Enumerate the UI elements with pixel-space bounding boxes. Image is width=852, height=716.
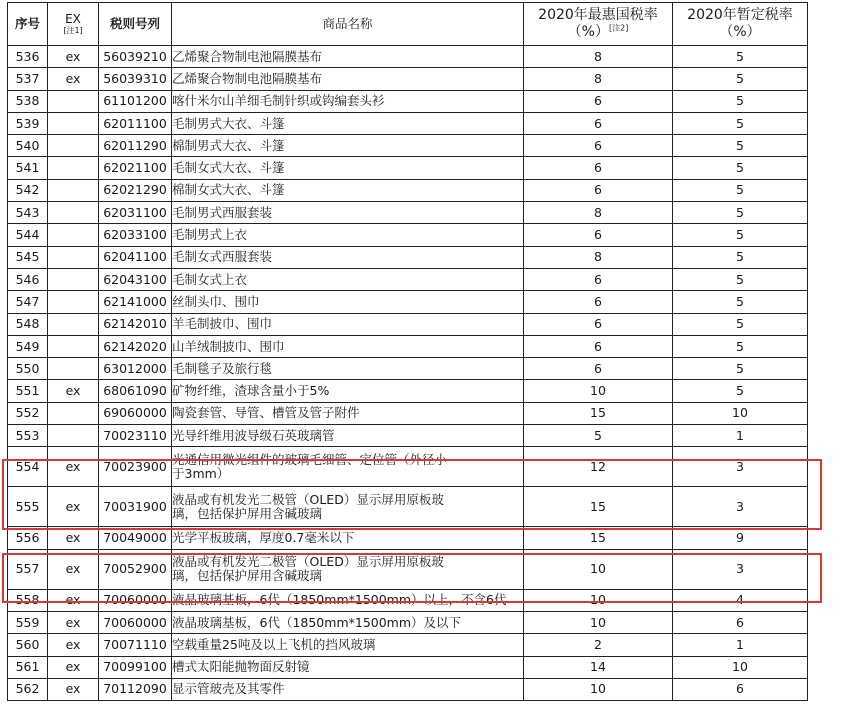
cell-no: 550 xyxy=(8,358,48,380)
cell-provisional-rate: 3 xyxy=(673,487,808,527)
header-mfn-line1: 2020年最惠国税率 xyxy=(538,7,658,23)
table-row xyxy=(8,335,808,357)
cell-ex: ex xyxy=(48,589,99,611)
cell-no: 552 xyxy=(8,402,48,424)
cell-no: 545 xyxy=(8,246,48,268)
cell-code: 69060000 xyxy=(99,402,172,424)
table-row xyxy=(8,487,808,527)
cell-mfn-rate: 6 xyxy=(524,335,673,357)
cell-ex: ex xyxy=(48,611,99,633)
cell-mfn-rate: 6 xyxy=(524,90,673,112)
cell-name-line2: 璃，包括保护屏用含碱玻璃 xyxy=(172,568,323,584)
header-mfn xyxy=(524,3,673,46)
table-row xyxy=(8,447,808,487)
table-row xyxy=(8,549,808,589)
cell-no: 543 xyxy=(8,202,48,224)
header-ex xyxy=(48,3,99,46)
cell-name: 空载重量25吨及以上飞机的挡风玻璃 xyxy=(172,634,524,656)
cell-provisional-rate: 1 xyxy=(673,634,808,656)
cell-provisional-rate: 5 xyxy=(673,335,808,357)
cell-name xyxy=(172,549,524,589)
cell-name: 液晶玻璃基板，6代（1850mm*1500mm）以上，不含6代 xyxy=(172,589,524,611)
cell-mfn-rate: 15 xyxy=(524,402,673,424)
cell-code: 62011290 xyxy=(99,135,172,157)
table-row xyxy=(8,157,808,179)
cell-mfn-rate: 2 xyxy=(524,634,673,656)
cell-mfn-rate: 8 xyxy=(524,46,673,68)
cell-mfn-rate: 10 xyxy=(524,380,673,402)
cell-no: 558 xyxy=(8,589,48,611)
cell-provisional-rate: 5 xyxy=(673,202,808,224)
cell-code: 62043100 xyxy=(99,268,172,290)
cell-no: 560 xyxy=(8,634,48,656)
table-row xyxy=(8,268,808,290)
cell-mfn-rate: 15 xyxy=(524,527,673,549)
cell-provisional-rate: 1 xyxy=(673,425,808,447)
table-row xyxy=(8,90,808,112)
cell-no: 551 xyxy=(8,380,48,402)
cell-provisional-rate: 5 xyxy=(673,157,808,179)
cell-provisional-rate: 5 xyxy=(673,380,808,402)
cell-ex xyxy=(48,90,99,112)
cell-name: 液晶玻璃基板，6代（1850mm*1500mm）及以下 xyxy=(172,611,524,633)
cell-mfn-rate: 6 xyxy=(524,179,673,201)
cell-no: 537 xyxy=(8,68,48,90)
cell-code: 70049000 xyxy=(99,527,172,549)
cell-no: 546 xyxy=(8,268,48,290)
cell-name: 毛制女式西服套装 xyxy=(172,246,524,268)
table-row xyxy=(8,402,808,424)
cell-ex xyxy=(48,402,99,424)
cell-code: 62142010 xyxy=(99,313,172,335)
cell-code: 61101200 xyxy=(99,90,172,112)
cell-mfn-rate: 8 xyxy=(524,68,673,90)
cell-name xyxy=(172,487,524,527)
cell-name: 棉制女式大衣、斗篷 xyxy=(172,179,524,201)
cell-code: 68061090 xyxy=(99,380,172,402)
cell-no: 548 xyxy=(8,313,48,335)
cell-code: 70099100 xyxy=(99,656,172,678)
header-mfn-line2 xyxy=(524,24,672,41)
cell-provisional-rate: 10 xyxy=(673,402,808,424)
table-row xyxy=(8,611,808,633)
cell-no: 536 xyxy=(8,46,48,68)
table-row xyxy=(8,589,808,611)
cell-ex: ex xyxy=(48,527,99,549)
cell-no: 542 xyxy=(8,179,48,201)
cell-mfn-rate: 5 xyxy=(524,425,673,447)
cell-name: 山羊绒制披巾、围巾 xyxy=(172,335,524,357)
cell-provisional-rate: 5 xyxy=(673,224,808,246)
cell-code: 70031900 xyxy=(99,487,172,527)
cell-mfn-rate: 12 xyxy=(524,447,673,487)
table-row xyxy=(8,68,808,90)
cell-no: 538 xyxy=(8,90,48,112)
cell-mfn-rate: 6 xyxy=(524,291,673,313)
cell-ex: ex xyxy=(48,46,99,68)
cell-ex xyxy=(48,246,99,268)
cell-mfn-rate: 10 xyxy=(524,611,673,633)
cell-mfn-rate: 15 xyxy=(524,487,673,527)
cell-ex xyxy=(48,112,99,134)
cell-provisional-rate: 10 xyxy=(673,656,808,678)
cell-name: 矿物纤维，渣球含量小于5% xyxy=(172,380,524,402)
cell-code: 62011100 xyxy=(99,112,172,134)
table-row xyxy=(8,135,808,157)
cell-name: 毛制女式上衣 xyxy=(172,268,524,290)
cell-provisional-rate: 5 xyxy=(673,90,808,112)
cell-code: 70071110 xyxy=(99,634,172,656)
cell-name: 棉制男式大衣、斗篷 xyxy=(172,135,524,157)
cell-no: 561 xyxy=(8,656,48,678)
cell-no: 557 xyxy=(8,549,48,589)
table-row xyxy=(8,179,808,201)
cell-name: 毛制女式大衣、斗篷 xyxy=(172,157,524,179)
cell-provisional-rate: 5 xyxy=(673,46,808,68)
cell-no: 559 xyxy=(8,611,48,633)
table-body xyxy=(8,46,808,701)
cell-ex: ex xyxy=(48,634,99,656)
cell-ex xyxy=(48,335,99,357)
cell-mfn-rate: 6 xyxy=(524,157,673,179)
cell-code: 62021290 xyxy=(99,179,172,201)
cell-mfn-rate: 6 xyxy=(524,268,673,290)
cell-ex xyxy=(48,179,99,201)
cell-ex xyxy=(48,202,99,224)
cell-name: 光学平板玻璃，厚度0.7毫米以下 xyxy=(172,527,524,549)
cell-provisional-rate: 5 xyxy=(673,68,808,90)
cell-code: 56039210 xyxy=(99,46,172,68)
cell-code: 70023900 xyxy=(99,447,172,487)
cell-provisional-rate: 5 xyxy=(673,313,808,335)
cell-mfn-rate: 6 xyxy=(524,358,673,380)
table-row xyxy=(8,291,808,313)
cell-ex: ex xyxy=(48,447,99,487)
table-row xyxy=(8,634,808,656)
cell-provisional-rate: 5 xyxy=(673,135,808,157)
header-mfn-note: [注2] xyxy=(608,23,629,33)
header-tmp-line1: 2020年暂定税率 xyxy=(687,7,793,23)
cell-ex: ex xyxy=(48,380,99,402)
cell-name: 显示管玻壳及其零件 xyxy=(172,678,524,700)
header-no: 序号 xyxy=(8,3,48,46)
cell-code: 62033100 xyxy=(99,224,172,246)
cell-name: 槽式太阳能抛物面反射镜 xyxy=(172,656,524,678)
cell-ex xyxy=(48,135,99,157)
cell-ex xyxy=(48,268,99,290)
tariff-table xyxy=(7,2,808,701)
cell-code: 62141000 xyxy=(99,291,172,313)
cell-mfn-rate: 6 xyxy=(524,224,673,246)
table-row xyxy=(8,527,808,549)
cell-ex xyxy=(48,425,99,447)
cell-name: 丝制头巾、围巾 xyxy=(172,291,524,313)
cell-ex xyxy=(48,313,99,335)
table-row xyxy=(8,425,808,447)
cell-name xyxy=(172,447,524,487)
table-row xyxy=(8,46,808,68)
cell-no: 562 xyxy=(8,678,48,700)
table-header-row xyxy=(8,3,808,46)
cell-code: 70060000 xyxy=(99,589,172,611)
cell-mfn-rate: 10 xyxy=(524,678,673,700)
cell-code: 63012000 xyxy=(99,358,172,380)
cell-code: 70112090 xyxy=(99,678,172,700)
cell-no: 539 xyxy=(8,112,48,134)
cell-code: 70023110 xyxy=(99,425,172,447)
cell-name-line2: 于3mm） xyxy=(172,465,230,481)
cell-ex xyxy=(48,224,99,246)
cell-provisional-rate: 4 xyxy=(673,589,808,611)
header-mfn-unit: （%） xyxy=(567,24,609,40)
cell-no: 540 xyxy=(8,135,48,157)
cell-code: 56039310 xyxy=(99,68,172,90)
cell-ex: ex xyxy=(48,678,99,700)
cell-mfn-rate: 6 xyxy=(524,135,673,157)
cell-code: 62031100 xyxy=(99,202,172,224)
cell-no: 541 xyxy=(8,157,48,179)
header-ex-note: [注1] xyxy=(63,25,83,35)
cell-no: 556 xyxy=(8,527,48,549)
cell-no: 555 xyxy=(8,487,48,527)
cell-ex: ex xyxy=(48,656,99,678)
table-row xyxy=(8,358,808,380)
cell-code: 62041100 xyxy=(99,246,172,268)
table-row xyxy=(8,678,808,700)
cell-ex xyxy=(48,358,99,380)
cell-no: 549 xyxy=(8,335,48,357)
table-row xyxy=(8,380,808,402)
cell-name: 羊毛制披巾、围巾 xyxy=(172,313,524,335)
cell-provisional-rate: 5 xyxy=(673,112,808,134)
cell-provisional-rate: 5 xyxy=(673,268,808,290)
cell-name: 光导纤维用波导级石英玻璃管 xyxy=(172,425,524,447)
header-ex-label: EX xyxy=(65,11,81,26)
cell-name: 毛制男式上衣 xyxy=(172,224,524,246)
cell-provisional-rate: 5 xyxy=(673,246,808,268)
cell-provisional-rate: 3 xyxy=(673,549,808,589)
table-row xyxy=(8,112,808,134)
cell-name: 毛制毯子及旅行毯 xyxy=(172,358,524,380)
cell-no: 547 xyxy=(8,291,48,313)
cell-no: 544 xyxy=(8,224,48,246)
cell-code: 70060000 xyxy=(99,611,172,633)
cell-ex xyxy=(48,157,99,179)
cell-provisional-rate: 5 xyxy=(673,179,808,201)
table-row xyxy=(8,224,808,246)
header-tmp xyxy=(673,3,808,46)
cell-name-line1: 液晶或有机发光二极管（OLED）显示屏用原板玻 xyxy=(172,554,444,570)
cell-mfn-rate: 8 xyxy=(524,202,673,224)
cell-provisional-rate: 6 xyxy=(673,678,808,700)
cell-mfn-rate: 10 xyxy=(524,589,673,611)
cell-mfn-rate: 10 xyxy=(524,549,673,589)
cell-mfn-rate: 14 xyxy=(524,656,673,678)
table-row xyxy=(8,313,808,335)
header-name: 商品名称 xyxy=(172,3,524,46)
cell-provisional-rate: 6 xyxy=(673,611,808,633)
cell-mfn-rate: 8 xyxy=(524,246,673,268)
cell-provisional-rate: 5 xyxy=(673,291,808,313)
cell-name: 乙烯聚合物制电池隔膜基布 xyxy=(172,68,524,90)
header-tmp-line2: （%） xyxy=(719,24,761,40)
cell-mfn-rate: 6 xyxy=(524,313,673,335)
cell-name: 喀什米尔山羊细毛制针织或钩编套头衫 xyxy=(172,90,524,112)
cell-name: 陶瓷套管、导管、槽管及管子附件 xyxy=(172,402,524,424)
cell-name: 乙烯聚合物制电池隔膜基布 xyxy=(172,46,524,68)
table-row xyxy=(8,202,808,224)
cell-code: 62142020 xyxy=(99,335,172,357)
cell-ex: ex xyxy=(48,68,99,90)
cell-name: 毛制男式西服套装 xyxy=(172,202,524,224)
cell-ex: ex xyxy=(48,487,99,527)
cell-mfn-rate: 6 xyxy=(524,112,673,134)
cell-code: 62021100 xyxy=(99,157,172,179)
cell-ex xyxy=(48,291,99,313)
cell-code: 70052900 xyxy=(99,549,172,589)
table-row xyxy=(8,656,808,678)
cell-provisional-rate: 9 xyxy=(673,527,808,549)
cell-no: 554 xyxy=(8,447,48,487)
cell-provisional-rate: 5 xyxy=(673,358,808,380)
cell-name-line1: 光通信用微光组件的玻璃毛细管、定位管（外径小 xyxy=(172,451,448,467)
header-code: 税则号列 xyxy=(99,3,172,46)
cell-no: 553 xyxy=(8,425,48,447)
cell-ex: ex xyxy=(48,549,99,589)
cell-name-line1: 液晶或有机发光二极管（OLED）显示屏用原板玻 xyxy=(172,491,444,507)
cell-name-line2: 璃，包括保护屏用含碱玻璃 xyxy=(172,505,323,521)
cell-name: 毛制男式大衣、斗篷 xyxy=(172,112,524,134)
table-row xyxy=(8,246,808,268)
cell-provisional-rate: 3 xyxy=(673,447,808,487)
